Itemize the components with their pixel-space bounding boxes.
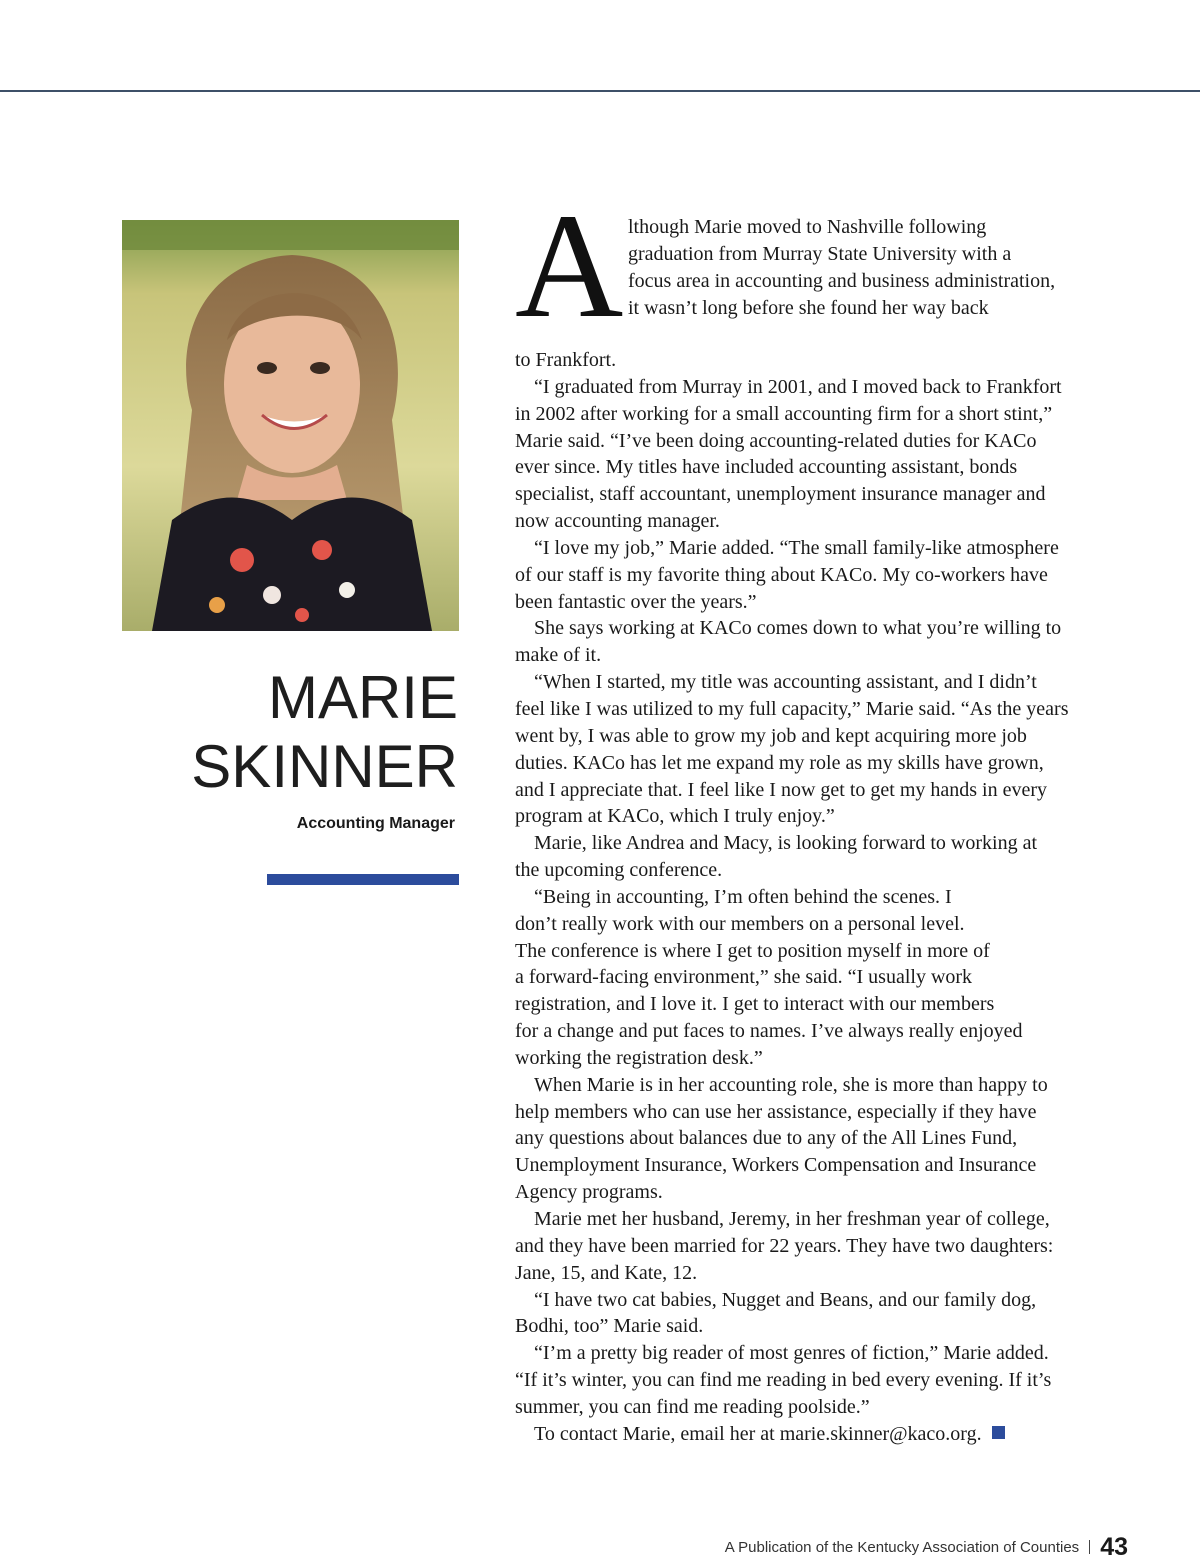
article-line: help members who can use her assistance, especially if they have: [515, 1100, 1037, 1123]
accent-bar: [267, 874, 459, 885]
article-line: “I graduated from Murray in 2001, and I moved back to Frankfort: [534, 375, 1062, 398]
article-line: “I’m a pretty big reader of most genres of fiction,” Marie added.: [534, 1342, 1049, 1365]
article-line: now accounting manager.: [515, 510, 720, 533]
article-line: and I appreciate that. I feel like I now get to get my hands in every: [515, 778, 1048, 801]
end-mark-icon: [992, 1426, 1005, 1439]
article-line: To contact Marie, email her at marie.skinner@kaco.org.: [515, 1421, 1125, 1448]
article-lines: [515, 347, 1125, 1448]
article-line: “I have two cat babies, Nugget and Beans, and our family dog,: [534, 1288, 1037, 1311]
article-line: Marie said. “I’ve been doing accounting-related duties for KACo: [515, 429, 1037, 452]
article-line: a forward-facing environment,” she said. “I usually work: [515, 966, 973, 989]
article-line: Jane, 15, and Kate, 12.: [515, 1261, 698, 1284]
article-line: in 2002 after working for a small accounting firm for a short stint,”: [515, 402, 1053, 425]
article-line: “I love my job,” Marie added. “The small family-like atmosphere: [534, 536, 1059, 559]
article-line: don’t really work with our members on a personal level.: [515, 912, 965, 935]
article-line: the upcoming conference.: [515, 859, 723, 882]
article-line: Unemployment Insurance, Workers Compensation and Insurance: [515, 1154, 1037, 1177]
article-line: Marie, like Andrea and Macy, is looking forward to working at: [534, 832, 1038, 855]
article-line: been fantastic over the years.”: [515, 590, 757, 613]
article-line: specialist, staff accountant, unemployment insurance manager and: [515, 483, 1046, 506]
intro-line: graduation from Murray State University with a: [628, 243, 1012, 265]
profile-first-name: MARIE: [267, 664, 458, 731]
article-line: duties. KACo has let me expand my role as my skills have grown,: [515, 751, 1044, 774]
profile-job-title: Accounting Manager: [296, 815, 455, 832]
article-line: working the registration desk.”: [515, 1046, 763, 1069]
article-line: summer, you can find me reading poolside.”: [515, 1395, 870, 1418]
article-line: and they have been married for 22 years. They have two daughters:: [515, 1234, 1054, 1257]
drop-cap: A: [515, 183, 624, 349]
article-line: make of it.: [515, 644, 602, 667]
article-line: feel like I was utilized to my full capacity,” Marie said. “As the years: [515, 697, 1069, 720]
profile-last-name: SKINNER: [191, 733, 458, 800]
article-line: The conference is where I get to position myself in more of: [515, 939, 990, 962]
article-line: She says working at KACo comes down to what you’re willing to: [534, 617, 1062, 640]
footer-divider: [1089, 1540, 1090, 1554]
article-line: “When I started, my title was accounting assistant, and I didn’t: [534, 671, 1037, 694]
article-body: [515, 183, 1125, 1448]
publication-credit: A Publication of the Kentucky Association of Counties: [724, 1538, 1080, 1556]
article-line: ever since. My titles have included accounting assistant, bonds: [515, 456, 1018, 479]
article-intro: [515, 183, 1125, 349]
intro-line: focus area in accounting and business administration,: [628, 270, 1056, 292]
article-line: Agency programs.: [515, 1181, 663, 1204]
article-line: to Frankfort.: [515, 349, 617, 371]
article-line: When Marie is in her accounting role, she is more than happy to: [534, 1073, 1048, 1096]
article-line: Marie met her husband, Jeremy, in her freshman year of college,: [534, 1208, 1050, 1230]
article-line: registration, and I love it. I get to interact with our members: [515, 993, 995, 1016]
article-line: went by, I was able to grow my job and kept acquiring more job: [515, 724, 1027, 747]
intro-line: it wasn’t long before she found her way back: [628, 297, 989, 319]
intro-line: lthough Marie moved to Nashville following: [628, 216, 987, 238]
portrait-photo: [122, 220, 459, 631]
page-footer: [725, 1531, 1128, 1563]
article-line: Bodhi, too” Marie said.: [515, 1315, 704, 1338]
article-line: program at KACo, which I truly enjoy.”: [515, 805, 835, 828]
article-line: any questions about balances due to any of the All Lines Fund,: [515, 1127, 1018, 1150]
article-line: of our staff is my favorite thing about KACo. My co-workers have: [515, 563, 1048, 586]
article-line: for a change and put faces to names. I’ve always really enjoyed: [515, 1020, 1023, 1043]
top-rule: [0, 90, 1200, 92]
article-line: “Being in accounting, I’m often behind the scenes. I: [534, 885, 952, 908]
article-line: “If it’s winter, you can find me reading in bed every evening. If it’s: [515, 1369, 1052, 1392]
page-number: 43: [1100, 1532, 1128, 1561]
